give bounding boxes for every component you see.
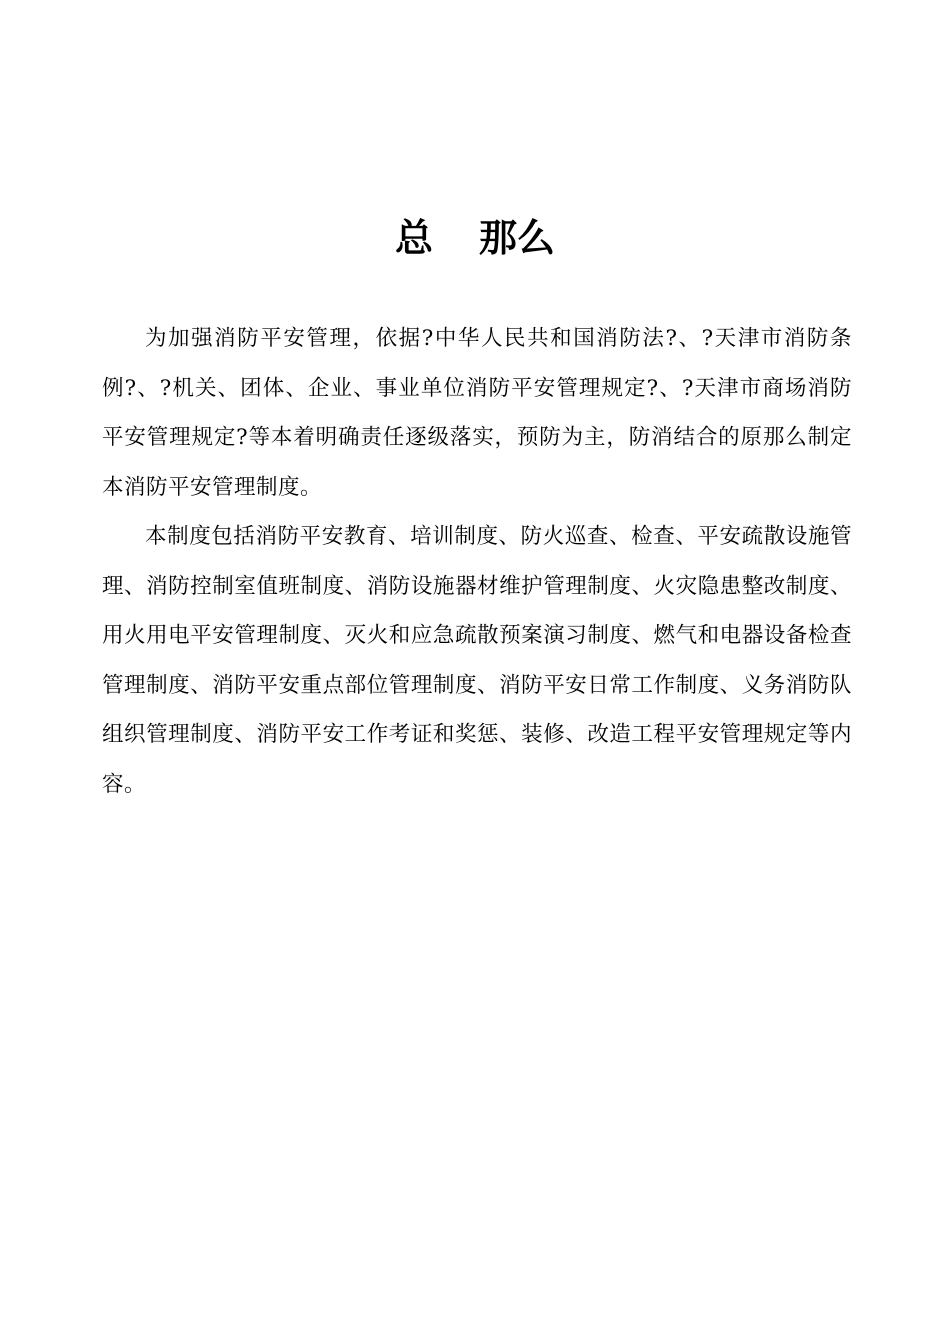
body-text bbox=[102, 314, 852, 809]
title-part-2: 那么 bbox=[479, 215, 556, 260]
paragraph-scope: 本制度包括消防平安教育、培训制度、防火巡查、检查、平安疏散设施管理、消防控制室值班制度、消防设施器材维护管理制度、火灾隐患整改制度、用火用电平安管理制度、灭火和应急疏散预案演习制度、燃气和电器设备检查管理制度、消防平安重点部位管理制度、消防平安日常工作制度、义务消防队组织管理制度、消防平安工作考证和奖惩、装修、改造工程平安管理规定等内容。 bbox=[102, 524, 852, 797]
page-title bbox=[0, 208, 950, 268]
paragraph-purpose: 为加强消防平安管理，依据?中华人民共和国消防法?、?天津市消防条例?、?机关、团体、企业、事业单位消防平安管理规定?、?天津市商场消防平安管理规定?等本着明确责任逐级落实，预防为主，防消结合的原那么制定本消防平安管理制度。 bbox=[102, 326, 852, 500]
title-part-1: 总 bbox=[394, 215, 433, 260]
